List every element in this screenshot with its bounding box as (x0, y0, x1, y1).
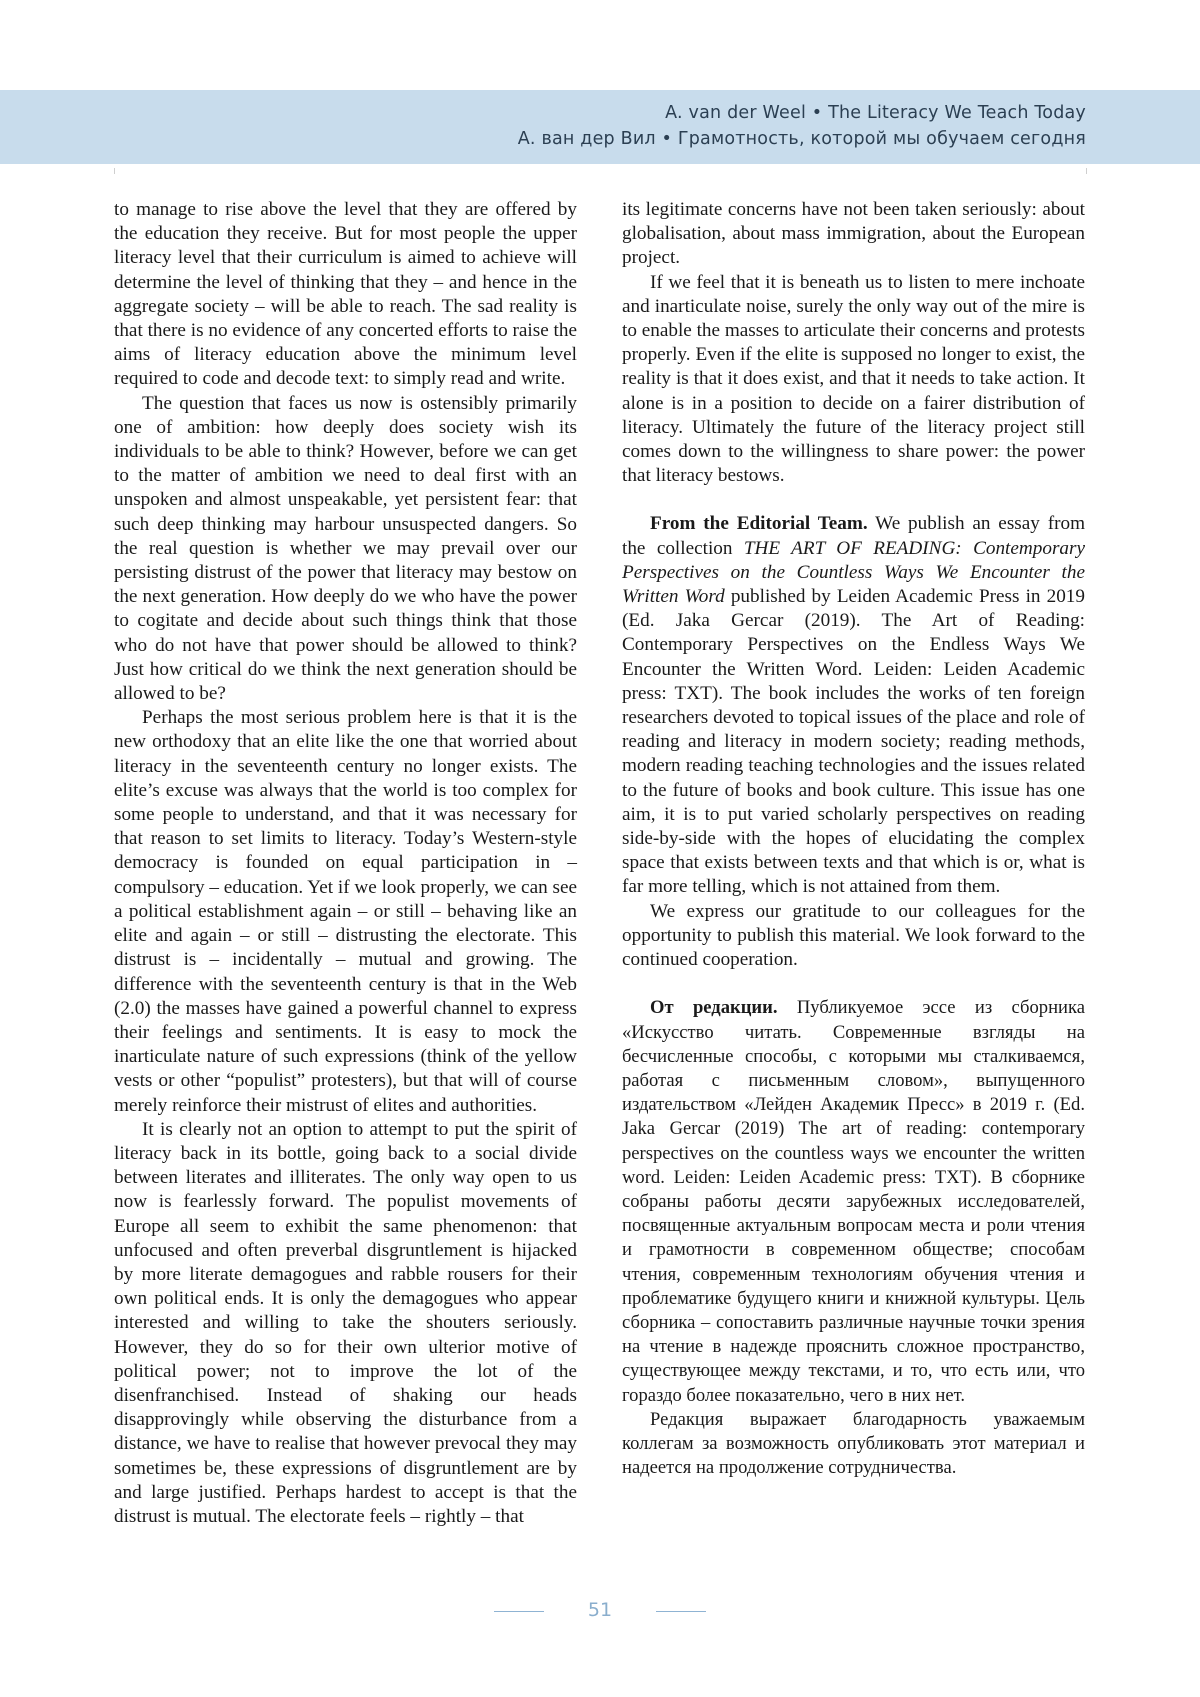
running-header-english (665, 103, 1086, 123)
page-number: 51 (587, 1599, 613, 1621)
header-separator: • (806, 103, 829, 123)
editorial-note-russian (622, 996, 1085, 1407)
running-header-russian (518, 129, 1086, 149)
footer-rule-left (494, 1611, 544, 1612)
paragraph: Perhaps the most serious problem here is that it is the new orthodoxy that an elite like the one that worried about literacy in the seventeenth century no longer exists. The elite’s excuse was always that the world is too complex for some people to understand, and that it was necessary for that reason to set limits to literacy. Today’s Western-style democracy is founded on equal participation in – compulsory – education. Yet if we look properly, we can see a political establishment again – or still – behaving like an elite and again – or still – distrusting the electorate. This distrust is – incidentally – mutual and growing. The difference with the seventeenth century is that in the Web (2.0) the masses have gained a powerful channel to express their feelings and sentiments. It is easy to mock the inarticulate nature of such expressions (think of the yellow vests or other “populist” protesters), but that will of course merely reinforce their mistrust of elites and authorities. (114, 707, 577, 1116)
editorial-thanks-russian: Редакция выражает благодарность уважаемым коллегам за возможность опубликовать этот материал и надеется на продолжение сотрудничества. (622, 1408, 1085, 1479)
paragraph: to manage to rise above the level that they are offered by the education they receive. But for most people the upper literacy level that their curriculum is aimed to achieve will determine the level of thinking that they – and hence in the aggregate society – will be able to reach. The sad reality is that there is no evidence of any concerted efforts to raise the aims of literacy education above the minimum level required to code and decode text: to simply read and write. (114, 199, 577, 390)
crop-mark (114, 168, 115, 174)
footer-rule-right (656, 1611, 706, 1612)
header-separator: • (655, 129, 678, 149)
header-title-en: The Literacy We Teach Today (828, 103, 1086, 123)
editorial-thanks-english: We express our gratitude to our colleagues for the opportunity to publish this material. We look forward to the continued cooperation. (622, 900, 1085, 971)
paragraph: If we feel that it is beneath us to listen to mere inchoate and inarticulate noise, surely the only way out of the mire is to enable the masses to articulate their concerns and protests properly. Even if the elite is supposed no longer to exist, the reality is that it does exist, and that it needs to take action. It alone is in a position to decide on a fairer distribution of literacy. Ultimately the future of the literacy project still comes down to the willingness to share power: the power that literacy bestows. (622, 271, 1086, 487)
running-header (0, 90, 1200, 164)
header-author-ru: А. ван дер Вил (517, 129, 656, 149)
paragraph: The question that faces us now is ostensibly primarily one of ambition: how deeply does society wish its individuals to be able to think? However, before we can get to the matter of ambition we need to deal first with an unspoken and almost unspeakable, yet persistent fear: that such deep thinking may harbour unsuspected dangers. So the real question is whether we may prevail over our persisting distrust of the power that literacy may bestow on the next generation. How deeply do we who have the power to cogitate and decide about such things think that those who do not have that power should be allowed to think? Just how critical do we think the next generation should be allowed to be? (114, 392, 577, 705)
paragraph: its legitimate concerns have not been taken seriously: about globalisation, about mass immigration, about the European project. (622, 199, 1085, 269)
left-column (114, 198, 577, 1529)
paragraph: It is clearly not an option to attempt to put the spirit of literacy back in its bottle, going back to a social divide between literates and illiterates. The only way open to us now is fearlessly forward. The populist movements of Europe all seem to exhibit the same phenomenon: that unfocused and often preverbal disgruntlement is hijacked by more literate demagogues and rabble rousers for their own political ends. It is only the demagogues who appear interested and willing to take the shouters seriously. However, they do so for their own ulterior motive of political power; not to improve the lot of the disenfranchised. Instead of shaking our heads disapprovingly while observing the disturbance from a distance, we have to realise that however prevocal they may sometimes be, these expressions of disgruntlement are by and large justified. Perhaps hardest to accept is that the distrust is mutual. The electorate feels – rightly – that (114, 1118, 577, 1527)
editorial-lead: От редакции. (650, 997, 778, 1019)
editorial-text: We publish an essay from the collection (622, 513, 1085, 559)
editorial-note-english (622, 512, 1085, 899)
header-title-ru: Грамотность, которой мы обучаем сегодня (677, 129, 1086, 149)
editorial-lead: From the Editorial Team. (650, 513, 868, 535)
editorial-text: published by Leiden Academic Press in 2019 (Ed. Jaka Gercar (2019). The Art of Reading: Contemporary Perspectives on the Endless Ways We Encounter the Written Word. Leiden: Leiden Academic press: TXT). The book includes the works of ten foreign researchers devoted to topical issues of the place and role of reading and literacy in modern society; reading methods, modern reading teaching technologies and the issues related to the future of books and book culture. This issue has one aim, it is to put varied scholarly perspectives on reading side-by-side with the hopes of elucidating the complex space that exists between texts and that which is or, what is far more telling, which is not attained from them. (622, 586, 1085, 898)
right-column (622, 198, 1085, 1480)
book-title: THE ART OF READING: Contemporary Perspectives on the Countless Ways We Encounter the Written Word (622, 537, 1085, 608)
editorial-text: Публикуемое эссе из сборника «Искусство читать. Современные взгляды на бесчисленные способы, с которыми мы сталкиваемся, работая с письменным словом», выпущенного издательством «Лейден Академик Пресс» в 2019 г. (Ed. Jaka Gercar (2019) The art of reading: contemporary perspectives on the countless ways we encounter the written word. Leiden: Leiden Academic press: TXT). В сборнике собраны работы десяти зарубежных исследователей, посвященные актуальным вопросам места и роли чтения и грамотности в современном обществе; способам чтения, современным технологиям обучения чтения и проблематике будущего книги и книжной культуры. Цель сборника – сопоставить различные научные точки зрения на чтение в надежде прояснить сложное пространство, существующее между текстами, и то, что есть или, что гораздо более показательно, чего в них нет. (622, 997, 1085, 1406)
crop-mark (1086, 168, 1087, 174)
header-author-en: A. van der Weel (665, 103, 807, 123)
